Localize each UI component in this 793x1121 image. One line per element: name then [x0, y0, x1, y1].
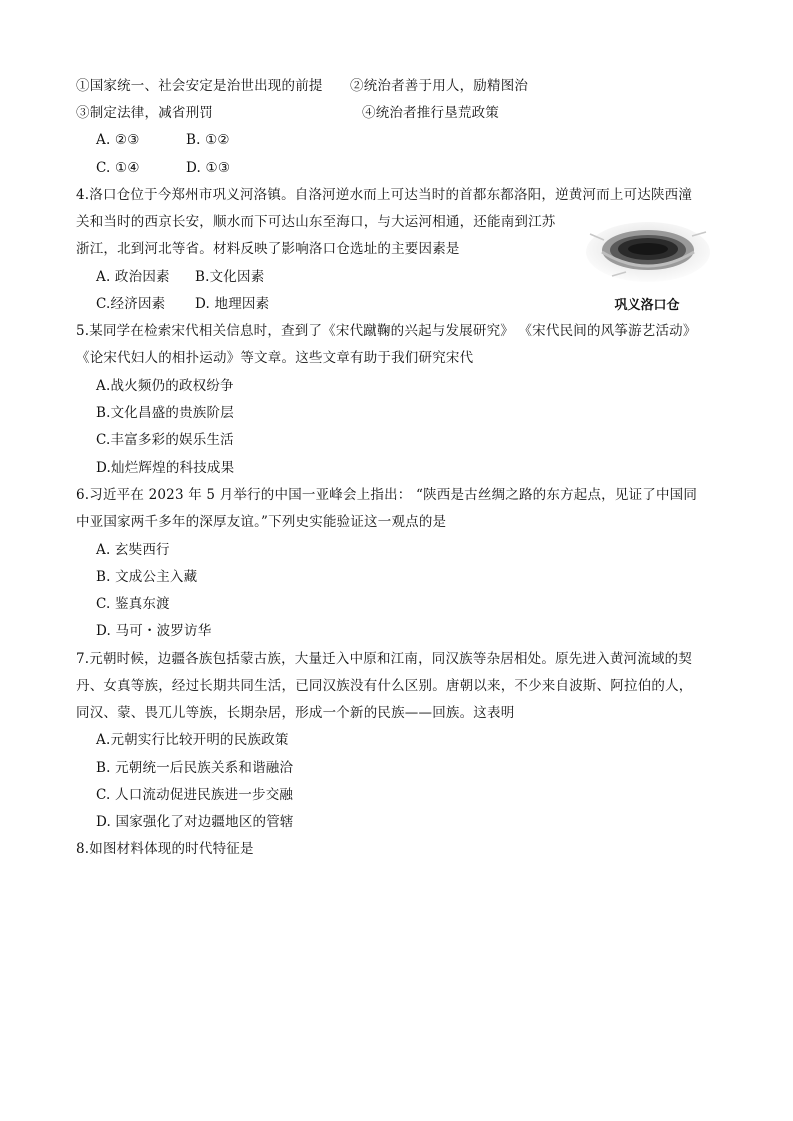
- q7-option-b: B. 元朝统一后民族关系和谐融洽: [96, 760, 294, 776]
- q3-option-c: C. ①④: [96, 160, 140, 176]
- figure-caption: 巩义洛口仓: [614, 298, 680, 313]
- luokou-granary-figure: [582, 214, 712, 316]
- q7-stem-line-1: 7.元朝时候，边疆各族包括蒙古族，大量迁入中原和江南，同汉族等杂居相处。原先进入黄河流域的契: [76, 651, 693, 667]
- q7-stem-line-3: 同汉、蒙、畏兀儿等族，长期杂居，形成一个新的民族——回族。这表明: [76, 705, 515, 721]
- q5-option-a: A.战火频仍的政权纷争: [96, 378, 234, 394]
- q4-stem-line-3: 浙江，北到河北等省。材料反映了影响洛口仓选址的主要因素是: [76, 241, 460, 257]
- granary-pit-photo: [582, 214, 712, 294]
- q4-stem-line-1: 4.洛口仓位于今郑州市巩义河洛镇。自洛河逆水而上可达当时的首都东都洛阳，逆黄河而上可达陕西潼: [76, 187, 693, 203]
- q5-stem-line-1: 5.某同学在检索宋代相关信息时，查到了《宋代蹴鞠的兴起与发展研究》 《宋代民间的风筝游艺活动》: [76, 323, 697, 339]
- q3-statement-1: ①国家统一、社会安定是治世出现的前提: [76, 78, 323, 94]
- q4-option-a: A. 政治因素: [96, 269, 170, 285]
- q6-stem-line-1: 6.习近平在 2023 年 5 月举行的中国一亚峰会上指出： “陕西是古丝绸之路的东方起点，见证了中国同: [76, 487, 698, 503]
- q6-option-b: B. 文成公主入藏: [96, 569, 198, 585]
- q8-stem-line-1: 8.如图材料体现的时代特征是: [76, 841, 254, 857]
- q4-stem-line-2: 关和当时的西京长安，顺水而下可达山东至海口，与大运河相通，还能南到江苏: [76, 214, 556, 230]
- q6-stem-line-2: 中亚国家两千多年的深厚友谊。”下列史实能验证这一观点的是: [76, 514, 447, 530]
- q3-option-d: D. ①③: [186, 160, 231, 176]
- q7-stem-line-2: 丹、女真等族，经过长期共同生活，已同汉族没有什么区别。唐朝以来，不少来自波斯、阿拉伯的人，: [76, 678, 693, 694]
- q5-option-d: D.灿烂辉煌的科技成果: [96, 460, 235, 476]
- q6-option-a: A. 玄奘西行: [96, 542, 170, 558]
- q7-option-a: A.元朝实行比较开明的民族政策: [96, 732, 289, 748]
- q3-statement-3: ③制定法律，减省刑罚: [76, 105, 213, 121]
- q5-option-b: B.文化昌盛的贵族阶层: [96, 405, 234, 421]
- q4-option-d: D. 地理因素: [195, 296, 270, 312]
- q3-option-b: B. ①②: [186, 132, 230, 148]
- q4-option-b: B.文化因素: [195, 269, 265, 285]
- q5-option-c: C.丰富多彩的娱乐生活: [96, 432, 234, 448]
- q7-option-d: D. 国家强化了对边疆地区的管辖: [96, 814, 294, 830]
- q3-statement-2: ②统治者善于用人，励精图治: [350, 78, 529, 94]
- q4-option-c: C.经济因素: [96, 296, 166, 312]
- q6-option-d: D. 马可・波罗访华: [96, 623, 212, 639]
- q7-option-c: C. 人口流动促进民族进一步交融: [96, 787, 294, 803]
- q3-option-a: A. ②③: [96, 132, 140, 148]
- q6-option-c: C. 鉴真东渡: [96, 596, 170, 612]
- q5-stem-line-2: 《论宋代妇人的相扑运动》等文章。这些文章有助于我们研究宋代: [76, 350, 474, 366]
- q3-statement-4: ④统治者推行垦荒政策: [362, 105, 499, 121]
